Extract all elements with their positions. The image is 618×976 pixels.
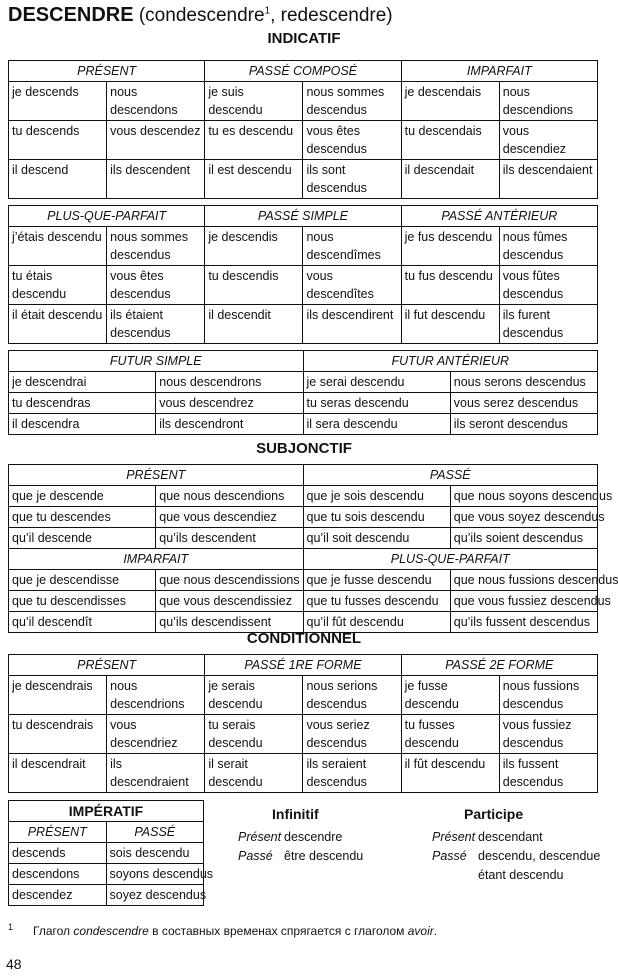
conjugation-cell: que vous descendiez <box>156 507 303 528</box>
tense-header: PASSÉ 1RE FORME <box>205 655 401 676</box>
conjugation-cell: je descendrais <box>9 676 107 715</box>
footnote-end: . <box>433 924 438 938</box>
conjugation-cell: tu fusses descendu <box>401 715 499 754</box>
form-line <box>432 847 600 866</box>
conjugation-cell: que je fusse descendu <box>303 570 450 591</box>
table-row <box>9 372 598 393</box>
tense-header: PASSÉ <box>303 465 598 486</box>
table-row <box>9 414 598 435</box>
form-value: être descendu <box>284 849 364 863</box>
conjugation-cell: que tu descendes <box>9 507 156 528</box>
table-row <box>9 885 204 906</box>
conjugation-cell: vous seriez descendus <box>303 715 401 754</box>
conjugation-cell: il est descendu <box>205 160 303 199</box>
conjugation-cell: ils sont descendus <box>303 160 401 199</box>
conjugation-cell: vous êtes descendus <box>107 266 205 305</box>
conjugation-cell: je descends <box>9 82 107 121</box>
conjugation-cell: que nous soyons descendus <box>450 486 597 507</box>
conjugation-cell: vous descendîtes <box>303 266 401 305</box>
footnote-verb: condescendre <box>73 924 149 938</box>
conjugation-cell: que tu descendisses <box>9 591 156 612</box>
conjugation-cell: je suis descendu <box>205 82 303 121</box>
conjugation-cell: vous fûtes descendus <box>499 266 597 305</box>
tense-header-row <box>9 61 598 82</box>
footnote <box>8 922 437 938</box>
verb-title: DESCENDRE <box>8 4 134 26</box>
table-row <box>9 486 598 507</box>
indicatif-table-2 <box>8 205 598 344</box>
conjugation-cell: nous descendrons <box>156 372 303 393</box>
tense-header-row <box>9 549 598 570</box>
infinitif-heading: Infinitif <box>272 806 319 822</box>
tense-header-row <box>9 655 598 676</box>
table-row <box>9 864 204 885</box>
conjugation-cell: il descendra <box>9 414 156 435</box>
conjugation-cell: tu descendrais <box>9 715 107 754</box>
conjugation-cell: ils descendirent <box>303 305 401 344</box>
footnote-mark: 1 <box>8 922 14 932</box>
tense-header: PASSÉ ANTÉRIEUR <box>401 206 597 227</box>
page-number: 48 <box>6 956 22 972</box>
footnote-text: Глагол <box>33 924 74 938</box>
tense-header: PASSÉ COMPOSÉ <box>205 61 401 82</box>
form-value: étant descendu <box>478 868 564 882</box>
conjugation-cell: ils seront descendus <box>450 414 597 435</box>
conjugation-cell: je descendis <box>205 227 303 266</box>
conjugation-cell: tu descendis <box>205 266 303 305</box>
table-row <box>9 676 598 715</box>
conjugation-cell: j’étais descendu <box>9 227 107 266</box>
imperatif-table <box>8 800 214 906</box>
conjugation-cell: je serai descendu <box>303 372 450 393</box>
conjugation-cell: tu fus descendu <box>401 266 499 305</box>
table-row <box>9 570 598 591</box>
conjugation-cell: que je sois descendu <box>303 486 450 507</box>
title-rest: (condescendre <box>133 5 265 26</box>
conjugation-cell: que je descendisse <box>9 570 156 591</box>
tense-header-row <box>9 206 598 227</box>
table-row <box>9 528 598 549</box>
title-footnote-mark: 1 <box>264 5 271 17</box>
conjugation-cell: il fût descendu <box>401 754 499 793</box>
table-row <box>9 393 598 414</box>
conjugation-cell: qu’ils fussent descendus <box>450 612 597 633</box>
conjugation-cell: nous descendons <box>107 82 205 121</box>
form-line <box>238 828 363 847</box>
conjugation-cell: ils descendent <box>107 160 205 199</box>
tense-header: FUTUR SIMPLE <box>9 351 304 372</box>
conjugation-cell: qu’il descendît <box>9 612 156 633</box>
tense-header-row <box>9 465 598 486</box>
conjugation-cell: vous êtes descendus <box>303 121 401 160</box>
conjugation-cell: descendez <box>9 885 107 906</box>
table-row <box>9 227 598 266</box>
conjugation-cell: il descendait <box>401 160 499 199</box>
conjugation-cell: nous serons descendus <box>450 372 597 393</box>
conjugation-cell: que vous fussiez descendus <box>450 591 597 612</box>
table-row <box>9 754 598 793</box>
conjugation-cell: tu seras descendu <box>303 393 450 414</box>
table-row <box>9 160 598 199</box>
conjugation-cell: tu descends <box>9 121 107 160</box>
table-row <box>9 82 598 121</box>
imperatif-heading: IMPÉRATIF <box>9 801 204 822</box>
conjugation-cell: ils descendaient <box>499 160 597 199</box>
conjugation-cell: vous descendez <box>107 121 205 160</box>
form-value: descendant <box>478 830 543 844</box>
conjugation-cell: il fut descendu <box>401 305 499 344</box>
form-value: descendre <box>284 830 343 844</box>
conjugation-cell: tu descendais <box>401 121 499 160</box>
conjugation-cell: il sera descendu <box>303 414 450 435</box>
participe-heading: Participe <box>464 806 524 822</box>
conjugation-cell: nous descendîmes <box>303 227 401 266</box>
conjugation-cell: descendons <box>9 864 107 885</box>
conjugation-cell: je descendrai <box>9 372 156 393</box>
subjonctif-table-1 <box>8 464 613 549</box>
conjugation-cell: que tu fusses descendu <box>303 591 450 612</box>
conjugation-cell: nous descendions <box>499 82 597 121</box>
conjugation-cell: tu étais descendu <box>9 266 107 305</box>
table-row <box>9 121 598 160</box>
conjugation-cell: que nous descendions <box>156 486 303 507</box>
tense-header: FUTUR ANTÉRIEUR <box>303 351 598 372</box>
tense-header: PLUS-QUE-PARFAIT <box>303 549 598 570</box>
conjugation-cell: ils seraient descendus <box>303 754 401 793</box>
conjugation-cell: nous fussions descendus <box>499 676 597 715</box>
form-label: Présent <box>238 830 282 844</box>
conjugation-cell: ils étaient descendus <box>107 305 205 344</box>
table-row <box>9 305 598 344</box>
conjugation-cell: je serais descendu <box>205 676 303 715</box>
form-line <box>238 847 363 866</box>
conjugation-cell: ils descendront <box>156 414 303 435</box>
conjugation-cell: que nous fussions descendus <box>450 570 597 591</box>
tense-header: PRÉSENT <box>9 61 205 82</box>
conjugation-cell: qu’ils descendissent <box>156 612 303 633</box>
conjugation-cell: que je descende <box>9 486 156 507</box>
form-line <box>432 866 600 885</box>
conjugation-cell: il serait descendu <box>205 754 303 793</box>
conjugation-cell: il descendit <box>205 305 303 344</box>
tense-header-row <box>9 351 598 372</box>
footnote-text-2: в составных временах спрягается с глаголом <box>148 924 408 938</box>
tense-header: PASSÉ 2E FORME <box>401 655 597 676</box>
table-row <box>9 507 598 528</box>
tense-header: PRÉSENT <box>9 465 304 486</box>
table-row <box>9 843 204 864</box>
conditionnel-table <box>8 654 598 793</box>
conjugation-cell: soyez descendus <box>106 885 204 906</box>
form-value: descendu, descendue <box>478 849 601 863</box>
conjugation-cell: sois descendu <box>106 843 204 864</box>
conjugation-cell: que vous descendissiez <box>156 591 303 612</box>
indicatif-table-3 <box>8 350 598 435</box>
conjugation-cell: que tu sois descendu <box>303 507 450 528</box>
table-row <box>9 591 598 612</box>
conjugation-cell: ils furent descendus <box>499 305 597 344</box>
conjugation-cell: vous descendrez <box>156 393 303 414</box>
conjugation-cell: que vous soyez descendus <box>450 507 597 528</box>
page-title <box>8 4 393 27</box>
conjugation-cell: tu serais descendu <box>205 715 303 754</box>
subjonctif-table-2 <box>8 548 618 633</box>
conjugation-cell: il descend <box>9 160 107 199</box>
section-subjonctif: SUBJONCTIF <box>256 440 352 457</box>
tense-header: PRÉSENT <box>9 822 107 843</box>
conjugation-cell: tu es descendu <box>205 121 303 160</box>
indicatif-table-1 <box>8 60 598 199</box>
conjugation-cell: il était descendu <box>9 305 107 344</box>
section-conditionnel: CONDITIONNEL <box>246 630 362 647</box>
conjugation-cell: qu’il fût descendu <box>303 612 450 633</box>
conjugation-cell: il descendrait <box>9 754 107 793</box>
conjugation-cell: nous fûmes descendus <box>499 227 597 266</box>
table-row <box>9 266 598 305</box>
tense-header: PASSÉ <box>106 822 204 843</box>
conjugation-cell: vous serez descendus <box>450 393 597 414</box>
tense-header: PASSÉ SIMPLE <box>205 206 401 227</box>
footnote-aux: avoir <box>407 924 434 938</box>
conjugation-cell: je descendais <box>401 82 499 121</box>
conjugation-cell: vous fussiez descendus <box>499 715 597 754</box>
tense-header: PLUS-QUE-PARFAIT <box>9 206 205 227</box>
form-label: Passé <box>238 849 273 863</box>
conjugation-cell: qu’il soit descendu <box>303 528 450 549</box>
conjugation-cell: nous descendrions <box>107 676 205 715</box>
conjugation-cell: descends <box>9 843 107 864</box>
tense-header: IMPARFAIT <box>401 61 597 82</box>
conjugation-cell: soyons descendus <box>106 864 204 885</box>
conjugation-cell: ils fussent descendus <box>499 754 597 793</box>
conjugation-cell: nous sommes descendus <box>303 82 401 121</box>
conjugation-cell: que nous descendissions <box>156 570 303 591</box>
conjugation-cell: je fusse descendu <box>401 676 499 715</box>
conjugation-cell: qu’ils soient descendus <box>450 528 597 549</box>
section-indicatif: INDICATIF <box>267 30 341 47</box>
conjugation-cell: tu descendras <box>9 393 156 414</box>
table-row <box>9 715 598 754</box>
conjugation-cell: nous sommes descendus <box>107 227 205 266</box>
form-label: Présent <box>432 830 476 844</box>
title-rest-2: , redescendre) <box>270 5 393 26</box>
conjugation-cell: qu’il descende <box>9 528 156 549</box>
conjugation-cell: vous descendiez <box>499 121 597 160</box>
form-label: Passé <box>432 849 467 863</box>
infinitif-list <box>238 828 363 866</box>
conjugation-cell: vous descendriez <box>107 715 205 754</box>
form-line <box>432 828 600 847</box>
participe-list <box>432 828 600 885</box>
conjugation-cell: je fus descendu <box>401 227 499 266</box>
tense-header: IMPARFAIT <box>9 549 304 570</box>
tense-header: PRÉSENT <box>9 655 205 676</box>
conjugation-cell: qu’ils descendent <box>156 528 303 549</box>
conjugation-cell: ils descendraient <box>107 754 205 793</box>
conjugation-cell: nous serions descendus <box>303 676 401 715</box>
